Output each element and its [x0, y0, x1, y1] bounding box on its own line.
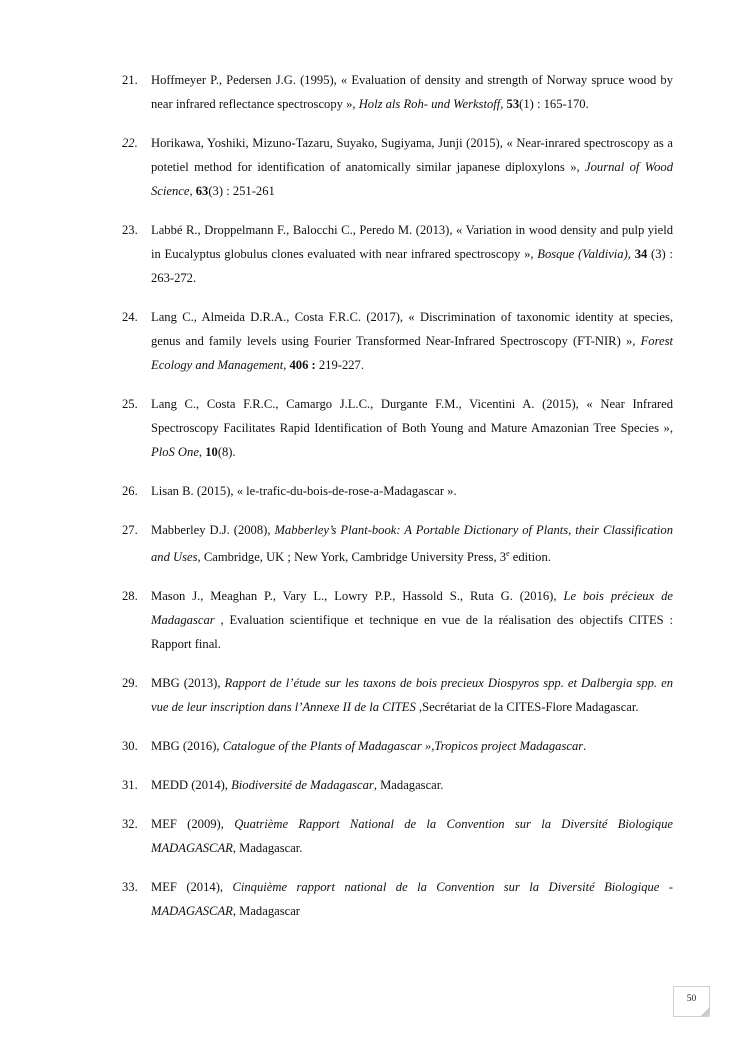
reference-number: 28.: [122, 589, 138, 604]
reference-text-segment: (1) : 165-170.: [519, 97, 589, 111]
reference-italic-segment: Bosque (Valdivia): [537, 247, 628, 261]
reference-text: [151, 479, 673, 503]
reference-list: [122, 68, 673, 938]
reference-item: [122, 773, 673, 797]
reference-text-segment: Mason J., Meaghan P., Vary L., Lowry P.P., Hassold S., Ruta G. (2016),: [151, 589, 564, 604]
reference-text-segment: Horikawa, Yoshiki, Mizuno-Tazaru, Suyako, Sugiyama, Junji (2015), « Near-inrared spectroscopy as a potetiel method for identification of anatomically similar japanese diploxylons »,: [151, 136, 673, 174]
reference-text-segment: 219-227.: [315, 358, 365, 372]
reference-text: [151, 773, 673, 797]
reference-text: [151, 218, 673, 290]
reference-item: [122, 131, 673, 203]
reference-bold-segment: 406 :: [289, 358, 316, 372]
reference-text: [151, 518, 673, 569]
reference-text-segment: , Evaluation scientifique et technique en vue de la réalisation des objectifs CITES : Rapport final.: [151, 613, 673, 652]
reference-text: [151, 875, 673, 923]
reference-text-segment: Hoffmeyer P., Pedersen J.G. (1995), « Evaluation of density and strength of Norway spruce wood by near infrared reflectance spectroscopy »,: [151, 73, 673, 111]
reference-text-segment: , Madagascar: [232, 904, 300, 919]
reference-item: [122, 671, 673, 719]
reference-text-segment: ,: [500, 97, 507, 111]
reference-text: [151, 392, 673, 464]
reference-bold-segment: 63: [195, 184, 209, 198]
reference-number: 30.: [122, 739, 138, 754]
reference-italic-segment: Rapport de l’étude sur les taxons de bois precieux Diospyros spp. et Dalbergia spp. en vue de leur inscription dans l’Annexe II de la CITES: [151, 676, 673, 715]
reference-italic-segment: Catalogue of the Plants of Madagascar »,Tropicos project Madagascar: [222, 739, 584, 754]
reference-item: [122, 479, 673, 503]
reference-text: [151, 734, 673, 758]
reference-italic-segment: Quatrième Rapport National de la Convention sur la Diversité Biologique MADAGASCAR: [151, 817, 673, 856]
reference-italic-segment: Forest Ecology and Management: [151, 334, 673, 372]
reference-text-segment: ,: [627, 247, 635, 261]
reference-text-segment: e: [506, 549, 510, 558]
reference-text: [151, 305, 673, 377]
reference-text: [151, 812, 673, 860]
reference-text: [151, 584, 673, 656]
reference-number: 24.: [122, 310, 138, 324]
reference-text-segment: (3) : 263-272.: [151, 247, 674, 285]
page-curl-corner: [700, 1007, 710, 1017]
reference-item: [122, 218, 673, 290]
reference-bold-segment: 34: [634, 247, 648, 261]
reference-item: [122, 305, 673, 377]
reference-bold-segment: 10: [205, 445, 218, 459]
reference-bold-segment: 53: [506, 97, 520, 111]
reference-text-segment: ,: [283, 358, 290, 372]
reference-number: 29.: [122, 676, 138, 691]
reference-text-segment: ,: [198, 445, 206, 459]
reference-italic-segment: PloS One: [151, 445, 199, 459]
reference-text-segment: (8).: [217, 445, 236, 459]
reference-text-segment: , Cambridge, UK ; New York, Cambridge University Press, 3: [197, 550, 507, 565]
reference-number: 23.: [122, 223, 138, 237]
reference-item: [122, 68, 673, 116]
reference-italic-segment: Biodiversité de Madagascar: [231, 778, 374, 793]
reference-text-segment: MBG (2016),: [151, 739, 223, 754]
reference-text-segment: edition.: [509, 550, 551, 565]
reference-text-segment: MEF (2009),: [151, 817, 235, 832]
reference-text-segment: MBG (2013),: [151, 676, 225, 691]
reference-text: [151, 68, 673, 116]
reference-italic-segment: Journal of Wood Science: [151, 160, 674, 198]
page-number-box: [673, 986, 710, 1017]
reference-text-segment: .: [583, 739, 587, 754]
reference-text-segment: MEDD (2014),: [151, 778, 232, 793]
reference-text-segment: (3) : 251-261: [208, 184, 275, 198]
reference-text-segment: , Madagascar.: [232, 841, 303, 856]
reference-number: 21.: [122, 73, 138, 87]
reference-text-segment: , Madagascar.: [373, 778, 444, 793]
reference-number: 26.: [122, 484, 138, 498]
reference-text-segment: Labbé R., Droppelmann F., Balocchi C., Peredo M. (2013), « Variation in wood density and pulp yield in Eucalyptus globulus clones evaluated with near infrared spectroscopy »,: [151, 223, 673, 261]
reference-item: [122, 584, 673, 656]
reference-number: 22.: [122, 136, 138, 150]
reference-number: 25.: [122, 397, 138, 411]
reference-number: 32.: [122, 817, 138, 832]
reference-item: [122, 734, 673, 758]
reference-text-segment: Lisan B. (2015), « le-trafic-du-bois-de-rose-a-Madagascar ».: [151, 484, 457, 498]
reference-number: 31.: [122, 778, 138, 793]
reference-italic-segment: Holz als Roh- und Werkstoff: [358, 97, 501, 111]
reference-italic-segment: Mabberley’s Plant-book: A Portable Dictionary of Plants, their Classification and Uses: [151, 523, 674, 565]
reference-text-segment: Lang C., Almeida D.R.A., Costa F.R.C. (2017), « Discrimination of taxonomic identity at species, genus and family levels using Fourier Transformed Near-Infrared Spectroscopy (FT-NIR) »,: [151, 310, 673, 348]
reference-text-segment: ,: [189, 184, 196, 198]
reference-item: [122, 392, 673, 464]
reference-number: 27.: [122, 523, 138, 537]
reference-text-segment: MEF (2014),: [151, 880, 233, 895]
reference-item: [122, 518, 673, 569]
reference-text-segment: Lang C., Costa F.R.C., Camargo J.L.C., Durgante F.M., Vicentini A. (2015), « Near Infrared Spectroscopy Facilitates Rapid Identification of Both Young and Mature Amazonian Tree Species »,: [151, 397, 673, 435]
reference-text-segment: ,Secrétariat de la CITES-Flore Madagascar.: [415, 700, 639, 715]
reference-number: 33.: [122, 880, 138, 895]
reference-italic-segment: Cinquième rapport national de la Convention sur la Diversité Biologique - MADAGASCAR: [151, 880, 673, 919]
reference-text: [151, 671, 673, 719]
reference-item: [122, 812, 673, 860]
reference-item: [122, 875, 673, 923]
reference-italic-segment: Le bois précieux de Madagascar: [151, 589, 673, 628]
reference-text-segment: Mabberley D.J. (2008),: [151, 523, 275, 537]
reference-text: [151, 131, 673, 203]
page-number: 50: [686, 994, 697, 1004]
